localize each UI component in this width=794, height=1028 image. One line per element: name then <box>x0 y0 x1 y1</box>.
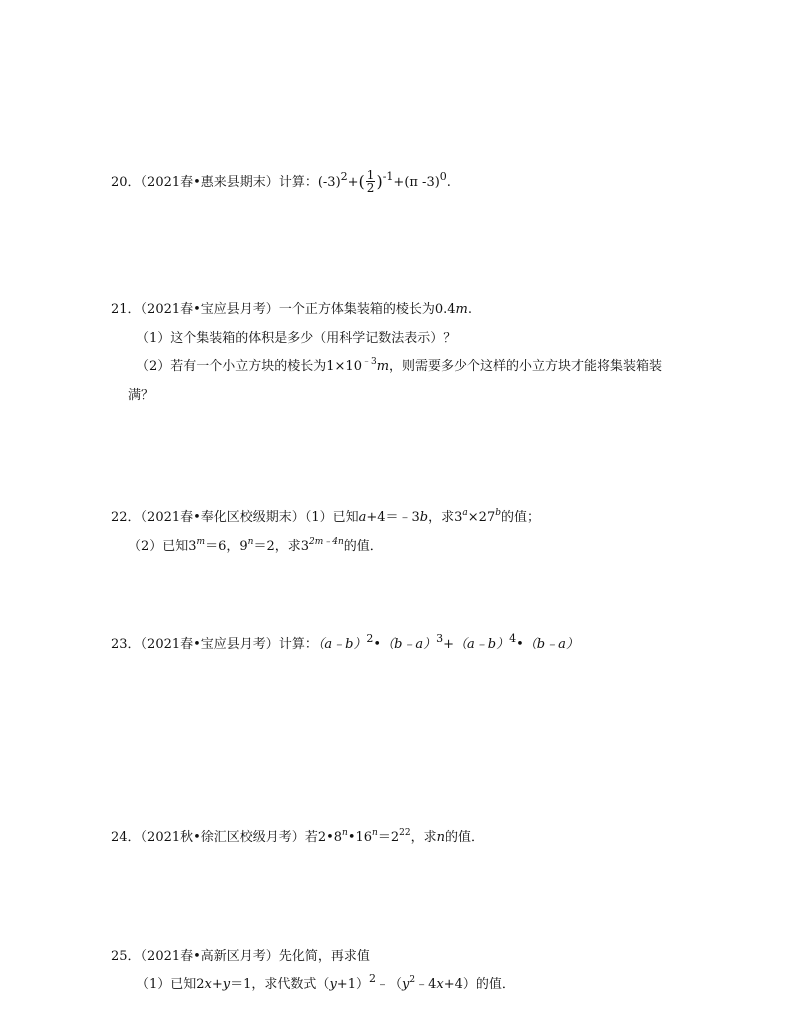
sub-question-text: +4＝﹣3 <box>366 510 420 525</box>
math-end: . <box>446 175 451 190</box>
question-source: （2021春•宝应县月考） <box>140 637 279 652</box>
sub-question-text: ，则需要多少个这样的小立方块才能将集装箱装 <box>389 359 663 374</box>
question-source: （2021春•高新区月考） <box>140 949 279 964</box>
math-term: +（a﹣b） <box>443 637 510 652</box>
sub-question-text: （2）已知3 <box>128 539 197 554</box>
math-exponent: 2 <box>340 170 348 183</box>
fraction-numerator: 1 <box>366 168 375 182</box>
question-21-part-2 <box>136 358 662 376</box>
sub-question-text: （1）这个集装箱的体积是多少（用科学记数法表示）？ <box>136 331 457 346</box>
math-variable: n <box>372 828 378 838</box>
math-paren-right: ) <box>376 172 383 191</box>
math-term: •（b﹣a） <box>516 637 579 652</box>
question-22 <box>111 509 540 527</box>
question-21-part-2-continued <box>128 387 154 405</box>
math-term: (-3) <box>317 175 341 190</box>
sub-question-text: ﹣（ <box>375 977 402 992</box>
sub-question-text: ×27 <box>467 510 496 525</box>
math-variable: y <box>401 977 410 992</box>
question-end: . <box>467 302 472 317</box>
sub-question-text: ＝1，求代数式（ <box>230 977 330 992</box>
sub-question-text: ，求3 <box>428 510 463 525</box>
question-number: 22． <box>111 510 141 525</box>
math-operator: + <box>347 175 359 190</box>
math-exponent: 2 <box>409 975 416 985</box>
math-variable: x <box>204 977 212 992</box>
math-exponent: 0 <box>439 170 447 183</box>
sub-question-text: +1） <box>336 977 369 992</box>
question-22-part-2 <box>128 538 383 556</box>
math-exponent <box>197 537 206 547</box>
math-variable: 2m﹣4n <box>308 537 344 547</box>
math-variable: b <box>419 510 429 525</box>
math-variable: m <box>196 537 206 547</box>
question-number: 25． <box>111 949 141 964</box>
question-text: •16 <box>347 830 373 845</box>
question-20 <box>111 170 451 195</box>
question-number: 24． <box>111 830 141 845</box>
question-source: （2021春•宝应县月考） <box>140 302 279 317</box>
question-21-part-1 <box>136 330 456 348</box>
question-text: 的值． <box>444 830 484 845</box>
sub-question-text: 满？ <box>128 388 155 403</box>
math-exponent: 2 <box>368 972 376 985</box>
math-paren-left: ( <box>358 172 365 191</box>
question-21 <box>111 301 472 319</box>
math-variable: n <box>247 537 254 547</box>
fraction-denominator: 2 <box>366 181 375 195</box>
math-variable: n <box>436 830 445 845</box>
question-source: （2021春•奉化区校级期末） <box>140 510 305 525</box>
math-exponent: -1 <box>382 170 394 183</box>
sub-question-text: （1）已知 <box>304 510 359 525</box>
question-25-part-1 <box>136 972 515 994</box>
question-25 <box>111 948 370 966</box>
math-variable: m <box>376 359 390 374</box>
sub-question-text: （1）已知2 <box>136 977 205 992</box>
question-text: 一个正方体集装箱的棱长为0.4 <box>278 302 456 317</box>
question-prompt: 计算： <box>278 637 318 652</box>
math-variable: y <box>222 977 231 992</box>
sub-question-text: 的值． <box>343 539 383 554</box>
math-exponent <box>309 537 344 547</box>
math-term: （a﹣b） <box>317 637 367 652</box>
sub-question-text: ＝6，9 <box>205 539 248 554</box>
question-text: ，求 <box>410 830 437 845</box>
question-source: （2021春•惠来县期末） <box>140 175 279 190</box>
sub-question-text: ﹣4 <box>415 977 437 992</box>
question-prompt: 计算： <box>278 175 318 190</box>
math-term: •（b﹣a） <box>373 637 437 652</box>
question-24 <box>111 829 484 847</box>
math-exponent: 4 <box>509 632 517 645</box>
sub-question-text: + <box>211 977 223 992</box>
question-number: 23． <box>111 637 141 652</box>
math-operator: + <box>393 175 405 190</box>
sub-question-text: 的值； <box>500 510 540 525</box>
question-number: 21． <box>111 302 141 317</box>
math-exponent: 2 <box>366 632 374 645</box>
math-variable: m <box>455 302 468 317</box>
question-text: 先化简，再求值 <box>278 949 370 964</box>
math-exponent: ﹣3 <box>361 357 377 367</box>
question-23 <box>111 632 579 654</box>
math-variable: n <box>342 828 348 838</box>
sub-question-text: +4）的值． <box>443 977 515 992</box>
sub-question-text: （2）若有一个小立方块的棱长为1×10 <box>136 359 362 374</box>
question-text: ＝2 <box>377 830 400 845</box>
math-variable: a <box>358 510 367 525</box>
question-source: （2021秋•徐汇区校级月考） <box>140 830 305 845</box>
math-variable: b <box>495 508 501 518</box>
math-exponent: 22 <box>399 828 411 838</box>
question-number: 20． <box>111 175 141 190</box>
question-text: 若2•8 <box>304 830 343 845</box>
math-variable: x <box>436 977 444 992</box>
math-exponent: 3 <box>436 632 444 645</box>
math-variable: y <box>329 977 337 992</box>
sub-question-text: ＝2，求3 <box>253 539 309 554</box>
math-term: (π -3) <box>404 175 440 190</box>
math-fraction <box>366 169 376 194</box>
math-variable: a <box>462 508 468 518</box>
